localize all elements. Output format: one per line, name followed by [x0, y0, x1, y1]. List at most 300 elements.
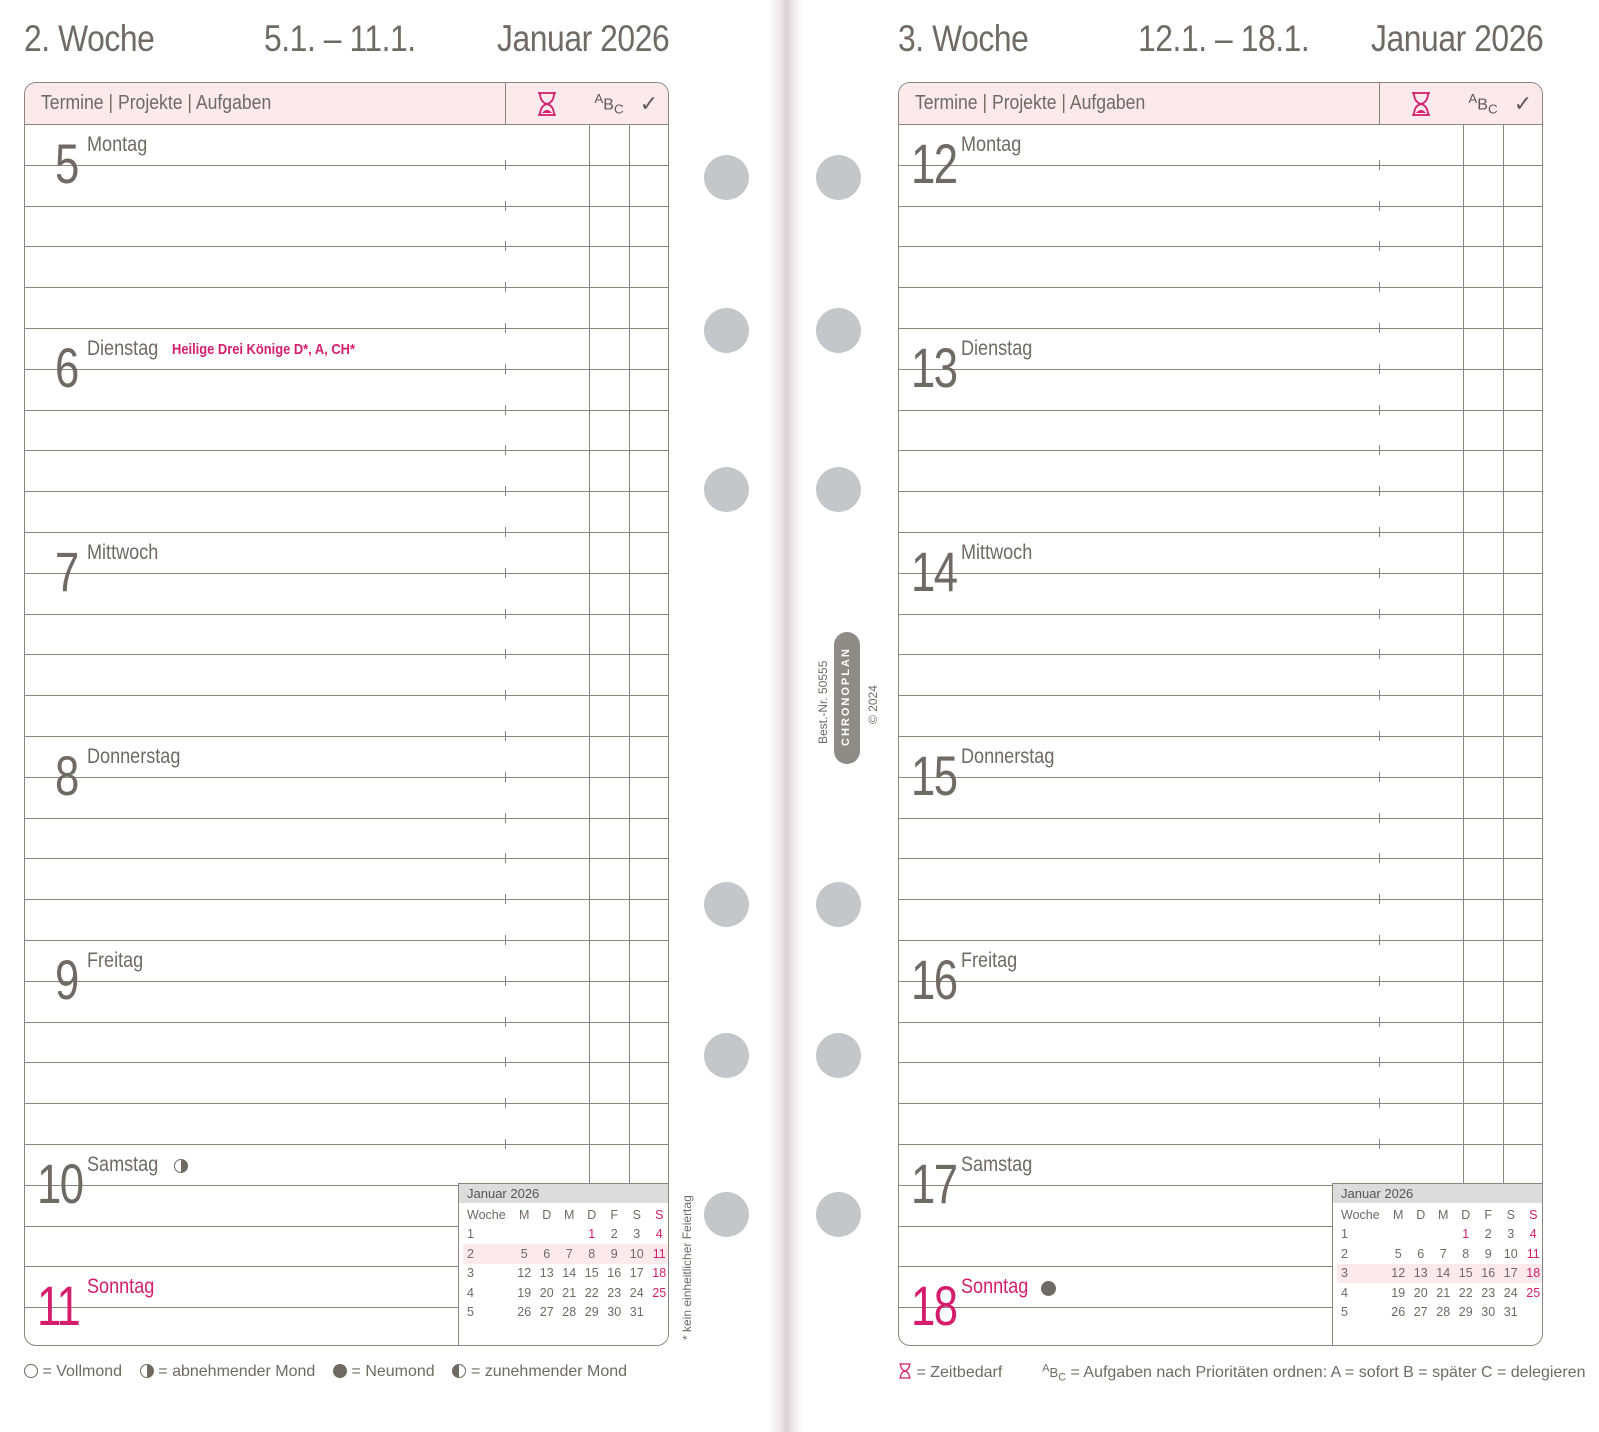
- mini-calendar-cell: 2: [1484, 1227, 1492, 1242]
- mini-calendar-cell: 2: [1341, 1246, 1348, 1261]
- time-tick: [505, 1139, 506, 1149]
- mini-calendar-cell: [513, 1225, 536, 1245]
- month-label: Januar 2026: [496, 18, 669, 59]
- ruled-line: [25, 246, 669, 247]
- legend-waxing: = zunehmender Mond: [470, 1363, 628, 1380]
- time-tick: [505, 241, 506, 251]
- ruled-line: [25, 736, 669, 737]
- punch-hole: [704, 308, 749, 353]
- mini-calendar-cell: 20: [1413, 1285, 1428, 1300]
- ruled-line: [25, 1144, 669, 1145]
- mini-calendar-cell: 1: [588, 1227, 596, 1242]
- mini-calendar-cell: 30: [1481, 1305, 1496, 1320]
- ruled-line: [25, 940, 669, 941]
- time-tick: [505, 1098, 506, 1108]
- mini-calendar-cell: 16: [1477, 1264, 1500, 1284]
- time-tick: [505, 731, 506, 741]
- ruled-line: [899, 1144, 1543, 1145]
- right-page: [898, 0, 1598, 1432]
- day-name: Montag: [961, 133, 1022, 156]
- ruled-line: [25, 614, 669, 615]
- day-number: 12: [911, 132, 957, 195]
- ruled-line: [899, 491, 1543, 492]
- mini-calendar-cell: 21: [1436, 1285, 1451, 1300]
- mini-calendar-cell: 20: [539, 1285, 554, 1300]
- mini-calendar-cell: 3: [467, 1266, 474, 1281]
- ruled-line: [899, 206, 1543, 207]
- mini-calendar-cell: 1: [1341, 1227, 1348, 1242]
- mini-calendar-cell: 5: [513, 1244, 536, 1264]
- time-tick: [1379, 241, 1380, 251]
- column-divider: [1379, 83, 1380, 124]
- time-tick: [1379, 405, 1380, 415]
- mini-calendar-cell: 2: [610, 1227, 618, 1242]
- mini-calendar-cell: 2: [463, 1244, 513, 1264]
- time-tick: [505, 813, 506, 823]
- time-tick: [1379, 1098, 1380, 1108]
- hourglass-icon: [1379, 83, 1463, 124]
- mini-calendar-row: [463, 1303, 669, 1323]
- mini-calendar-cell: 7: [558, 1244, 581, 1264]
- day-number: 15: [911, 744, 957, 807]
- day-underline: [89, 1185, 458, 1186]
- mini-calendar-cell: 6: [1417, 1246, 1425, 1261]
- priority-legend: [898, 1362, 1586, 1384]
- day-underline: [89, 777, 669, 778]
- column-divider: [1503, 124, 1504, 1183]
- punch-hole: [704, 1192, 749, 1237]
- punch-hole: [704, 467, 749, 512]
- time-tick: [1379, 935, 1380, 945]
- mini-calendar-cell: 18: [652, 1266, 667, 1281]
- mini-calendar-cell: 17: [629, 1266, 644, 1281]
- mini-calendar-cell: 9: [1484, 1246, 1492, 1261]
- time-tick: [1379, 853, 1380, 863]
- ruled-line: [899, 695, 1543, 696]
- mini-calendar-cell: 6: [536, 1244, 559, 1264]
- mini-calendar-cell: [1522, 1303, 1543, 1323]
- time-tick: [1379, 690, 1380, 700]
- time-tick: [1379, 894, 1380, 904]
- mini-calendar-cell: 26: [517, 1305, 532, 1320]
- day-number: 18: [911, 1274, 957, 1338]
- binder-spine: [768, 0, 802, 1432]
- mini-calendar-cell: 29: [584, 1305, 599, 1320]
- left-page: [0, 0, 700, 1432]
- mini-calendar-head-row: [1337, 1205, 1543, 1225]
- time-tick: [505, 690, 506, 700]
- day-underline: [963, 165, 1543, 166]
- mini-calendar-cell: 22: [584, 1285, 599, 1300]
- punch-hole: [704, 1033, 749, 1078]
- ruled-line: [25, 410, 669, 411]
- day-underline: [963, 1307, 1332, 1308]
- column-title: Termine | Projekte | Aufgaben: [41, 92, 272, 114]
- day-underline: [89, 981, 669, 982]
- ruled-line: [25, 450, 669, 451]
- mini-calendar-cell: 3: [1337, 1264, 1387, 1284]
- ruled-line: [25, 695, 669, 696]
- order-number: Best.-Nr. 50555: [816, 660, 830, 744]
- ruled-line: [25, 328, 669, 329]
- mini-calendar-cell: 29: [1458, 1305, 1473, 1320]
- mini-calendar-cell: 27: [1413, 1305, 1428, 1320]
- right-header: [898, 18, 1543, 74]
- mini-calendar-cell: [648, 1303, 669, 1323]
- waning-moon-icon: [140, 1364, 154, 1378]
- time-tick: [505, 486, 506, 496]
- mini-calendar: [458, 1183, 669, 1346]
- ruled-line: [25, 1266, 458, 1267]
- date-range: 12.1. – 18.1.: [1138, 18, 1310, 59]
- mini-calendar-head-row: [463, 1205, 669, 1225]
- day-number: 17: [911, 1152, 957, 1215]
- mini-calendar-row: [1337, 1303, 1543, 1323]
- ruled-line: [899, 246, 1543, 247]
- mini-calendar-weekday: M: [564, 1207, 575, 1222]
- ruled-line: [899, 410, 1543, 411]
- mini-calendar-cell: 1: [467, 1227, 474, 1242]
- day-number: 14: [911, 540, 957, 603]
- ruled-line: [899, 1266, 1332, 1267]
- ruled-line: [899, 1103, 1543, 1104]
- mini-calendar-cell: 27: [539, 1305, 554, 1320]
- mini-calendar-cell: 24: [1503, 1285, 1518, 1300]
- time-tick: [505, 445, 506, 455]
- time-tick: [505, 405, 506, 415]
- mini-calendar-cell: 11: [648, 1244, 669, 1264]
- legend-abc: = Aufgaben nach Prioritäten ordnen: A = sofort B = später C = delegieren: [1070, 1364, 1586, 1381]
- mini-calendar-table: [1337, 1205, 1543, 1322]
- ruled-line: [25, 532, 669, 533]
- mini-calendar-weekday: S: [655, 1207, 664, 1222]
- day-name: Dienstag: [87, 337, 159, 360]
- mini-calendar-cell: [1410, 1225, 1433, 1245]
- day-name: Sonntag: [87, 1275, 155, 1299]
- day-underline: [963, 1185, 1332, 1186]
- left-header: [24, 18, 669, 74]
- time-tick: [1379, 282, 1380, 292]
- table-header: [25, 83, 668, 125]
- hourglass-icon: [505, 83, 589, 124]
- ruled-line: [25, 287, 669, 288]
- mini-calendar-cell: [536, 1225, 559, 1245]
- mini-calendar-cell: 28: [562, 1305, 577, 1320]
- day-number: 16: [911, 948, 957, 1011]
- mini-calendar-row: [463, 1244, 669, 1264]
- punch-hole: [816, 155, 861, 200]
- day-underline: [963, 981, 1543, 982]
- ruled-line: [899, 1226, 1332, 1227]
- mini-calendar-cell: 23: [1481, 1285, 1496, 1300]
- day-name: Freitag: [87, 949, 144, 972]
- mini-calendar-weekday: D: [542, 1207, 552, 1222]
- punch-hole: [704, 882, 749, 927]
- time-tick: [505, 527, 506, 537]
- mini-calendar-cell: 24: [629, 1285, 644, 1300]
- mini-calendar-cell: 12: [517, 1266, 532, 1281]
- punch-hole: [816, 1033, 861, 1078]
- time-tick: [505, 1017, 506, 1027]
- mini-calendar-weekday: F: [610, 1207, 619, 1222]
- mini-calendar-cell: 7: [1439, 1246, 1447, 1261]
- time-tick: [1379, 445, 1380, 455]
- day-underline: [89, 369, 669, 370]
- mini-calendar-cell: 22: [1458, 1285, 1473, 1300]
- mini-calendar-weekday: S: [1529, 1207, 1538, 1222]
- mini-calendar-cell: 15: [1455, 1264, 1478, 1284]
- mini-calendar-table: [463, 1205, 669, 1322]
- column-divider: [505, 83, 506, 124]
- waxing-moon-icon: [452, 1364, 466, 1378]
- mini-calendar-cell: 31: [1503, 1305, 1518, 1320]
- mini-calendar-cell: 13: [1410, 1264, 1433, 1284]
- mini-calendar-title: Januar 2026: [467, 1186, 540, 1201]
- right-planner-grid: [898, 82, 1543, 1346]
- day-underline: [963, 777, 1543, 778]
- mini-calendar-cell: 3: [1507, 1227, 1515, 1242]
- column-divider: [629, 124, 630, 1183]
- mini-calendar-weekday: M: [1438, 1207, 1449, 1222]
- mini-calendar-cell: 11: [1526, 1246, 1540, 1261]
- punch-hole: [816, 467, 861, 512]
- column-title: Termine | Projekte | Aufgaben: [915, 92, 1146, 114]
- day-number: 13: [911, 336, 957, 399]
- mini-calendar-cell: 4: [467, 1285, 474, 1300]
- mini-calendar-cell: 4: [655, 1227, 663, 1242]
- legend-waning: = abnehmender Mond: [158, 1363, 316, 1380]
- ruled-line: [899, 899, 1543, 900]
- time-tick: [1379, 731, 1380, 741]
- time-tick: [1379, 1017, 1380, 1027]
- check-icon: ✓: [639, 90, 659, 116]
- mini-calendar-cell: 25: [1526, 1285, 1541, 1300]
- ruled-line: [25, 1062, 669, 1063]
- day-name: Donnerstag: [87, 745, 181, 768]
- time-tick: [1379, 323, 1380, 333]
- ruled-line: [25, 1103, 669, 1104]
- mini-calendar-cell: 12: [1387, 1264, 1410, 1284]
- column-divider: [589, 124, 590, 1183]
- mini-calendar-cell: [558, 1225, 581, 1245]
- day-name: Montag: [87, 133, 148, 156]
- mini-calendar-cell: 19: [517, 1285, 532, 1300]
- mini-calendar-row: [463, 1264, 669, 1284]
- mini-calendar-cell: 25: [652, 1285, 667, 1300]
- day-name: Mittwoch: [87, 541, 159, 564]
- time-tick: [1379, 201, 1380, 211]
- check-icon: ✓: [1513, 90, 1533, 116]
- mini-calendar-weekday: M: [1393, 1207, 1404, 1222]
- time-tick: [505, 609, 506, 619]
- mini-calendar-cell: 10: [626, 1244, 649, 1264]
- new-moon-icon: [333, 1364, 347, 1378]
- day-number: 5: [55, 132, 78, 195]
- mini-calendar-cell: 15: [584, 1266, 599, 1281]
- ruled-line: [899, 858, 1543, 859]
- column-divider: [1463, 124, 1464, 1183]
- mini-calendar-row: [1337, 1244, 1543, 1264]
- ruled-line: [899, 654, 1543, 655]
- holiday-label: Heilige Drei Könige D*, A, CH*: [172, 341, 356, 358]
- day-name: Dienstag: [961, 337, 1033, 360]
- time-tick: [1379, 649, 1380, 659]
- mini-calendar-weekday: S: [632, 1207, 641, 1222]
- week-label: 3. Woche: [898, 18, 1029, 59]
- time-tick: [505, 282, 506, 292]
- mini-calendar-weekday: Woche: [467, 1207, 506, 1222]
- day-name: Freitag: [961, 949, 1018, 972]
- day-underline: [963, 369, 1543, 370]
- day-underline: [89, 165, 669, 166]
- day-number: 11: [37, 1274, 80, 1338]
- mini-calendar-row: [1337, 1225, 1543, 1245]
- time-tick: [505, 649, 506, 659]
- day-underline: [89, 1307, 458, 1308]
- mini-calendar-cell: 13: [539, 1266, 554, 1281]
- mini-calendar-cell: 8: [581, 1244, 604, 1264]
- mini-calendar-row: [1337, 1264, 1543, 1284]
- day-name: Mittwoch: [961, 541, 1033, 564]
- legend-full: = Vollmond: [42, 1363, 123, 1380]
- ruled-line: [899, 450, 1543, 451]
- punch-hole: [704, 155, 749, 200]
- mini-calendar-cell: 4: [1529, 1227, 1537, 1242]
- mini-calendar-weekday: D: [1461, 1207, 1471, 1222]
- mini-calendar-cell: 9: [603, 1244, 626, 1264]
- hourglass-icon: [898, 1362, 912, 1380]
- mini-calendar-cell: 18: [1522, 1264, 1543, 1284]
- mini-calendar-cell: [1387, 1225, 1410, 1245]
- mini-calendar-cell: [1432, 1225, 1455, 1245]
- ruled-line: [25, 491, 669, 492]
- ruled-line: [899, 1062, 1543, 1063]
- full-moon-icon: [24, 1364, 38, 1378]
- day-number: 7: [55, 540, 78, 603]
- abc-priority-icon: $^AB_C$: [594, 90, 624, 117]
- mini-calendar-row: [463, 1283, 669, 1303]
- abc-priority-icon: $^AB_C$: [1468, 90, 1498, 117]
- holiday-footnote: * kein einheitlicher Feiertag: [680, 1195, 694, 1340]
- time-tick: [505, 894, 506, 904]
- punch-hole: [816, 1192, 861, 1237]
- day-underline: [89, 573, 669, 574]
- time-tick: [505, 935, 506, 945]
- mini-calendar-cell: 5: [1394, 1246, 1402, 1261]
- day-name: Sonntag: [961, 1275, 1029, 1299]
- day-name: Samstag: [961, 1153, 1033, 1176]
- mini-calendar-weekday: S: [1506, 1207, 1515, 1222]
- mini-calendar-cell: 14: [562, 1266, 577, 1281]
- ruled-line: [899, 940, 1543, 941]
- ruled-line: [25, 206, 669, 207]
- day-number: 8: [55, 744, 78, 807]
- mini-calendar-weekday: D: [587, 1207, 597, 1222]
- copyright: © 2024: [866, 685, 880, 724]
- mini-calendar-cell: 10: [1503, 1246, 1518, 1261]
- mini-calendar-row: [1337, 1283, 1543, 1303]
- ruled-line: [899, 1022, 1543, 1023]
- mini-calendar-cell: 28: [1436, 1305, 1451, 1320]
- mini-calendar-cell: 26: [1391, 1305, 1406, 1320]
- mini-calendar-weekday: M: [519, 1207, 530, 1222]
- left-planner-grid: [24, 82, 669, 1346]
- date-range: 5.1. – 11.1.: [264, 18, 416, 59]
- day-number: 6: [55, 336, 78, 399]
- ruled-line: [25, 1022, 669, 1023]
- week-label: 2. Woche: [24, 18, 155, 59]
- time-tick: [1379, 1139, 1380, 1149]
- mini-calendar-weekday: F: [1484, 1207, 1493, 1222]
- mini-calendar-cell: 1: [1462, 1227, 1470, 1242]
- mini-calendar-cell: 3: [633, 1227, 641, 1242]
- new-moon-icon: [1041, 1281, 1056, 1296]
- ruled-line: [25, 818, 669, 819]
- mini-calendar-cell: 23: [607, 1285, 622, 1300]
- month-label: Januar 2026: [1370, 18, 1543, 59]
- table-header: [899, 83, 1542, 125]
- mini-calendar: [1332, 1183, 1543, 1346]
- mini-calendar-cell: 14: [1432, 1264, 1455, 1284]
- time-tick: [505, 1057, 506, 1067]
- mini-calendar-cell: 5: [1341, 1305, 1348, 1320]
- ruled-line: [899, 614, 1543, 615]
- ruled-line: [25, 1226, 458, 1227]
- mini-calendar-cell: 8: [1462, 1246, 1470, 1261]
- mini-calendar-cell: 31: [629, 1305, 644, 1320]
- legend-new: = Neumond: [351, 1363, 435, 1380]
- day-number: 9: [55, 948, 78, 1011]
- mini-calendar-cell: 17: [1500, 1264, 1523, 1284]
- day-name: Samstag: [87, 1153, 159, 1176]
- punch-hole: [816, 882, 861, 927]
- waning-moon-icon: [174, 1159, 188, 1173]
- moon-legend: [24, 1362, 627, 1381]
- day-underline: [963, 573, 1543, 574]
- punch-hole: [816, 308, 861, 353]
- mini-calendar-cell: 5: [467, 1305, 474, 1320]
- time-tick: [1379, 813, 1380, 823]
- ruled-line: [899, 818, 1543, 819]
- ruled-line: [899, 328, 1543, 329]
- brand-name: CHRONOPLAN: [840, 647, 852, 746]
- mini-calendar-cell: 19: [1391, 1285, 1406, 1300]
- mini-calendar-cell: 16: [607, 1266, 622, 1281]
- time-tick: [1379, 1057, 1380, 1067]
- time-tick: [505, 201, 506, 211]
- time-tick: [1379, 527, 1380, 537]
- mini-calendar-header: [1333, 1184, 1543, 1203]
- mini-calendar-cell: 30: [607, 1305, 622, 1320]
- ruled-line: [25, 899, 669, 900]
- time-tick: [505, 323, 506, 333]
- ruled-line: [899, 287, 1543, 288]
- mini-calendar-row: [463, 1225, 669, 1245]
- ruled-line: [899, 736, 1543, 737]
- mini-calendar-weekday: D: [1416, 1207, 1426, 1222]
- mini-calendar-weekday: Woche: [1341, 1207, 1380, 1222]
- ruled-line: [25, 858, 669, 859]
- ruled-line: [25, 654, 669, 655]
- mini-calendar-title: Januar 2026: [1341, 1186, 1414, 1201]
- mini-calendar-header: [459, 1184, 669, 1203]
- time-tick: [1379, 486, 1380, 496]
- ruled-line: [899, 532, 1543, 533]
- mini-calendar-cell: 21: [562, 1285, 577, 1300]
- day-number: 10: [37, 1152, 83, 1215]
- mini-calendar-cell: 4: [1341, 1285, 1348, 1300]
- time-tick: [505, 853, 506, 863]
